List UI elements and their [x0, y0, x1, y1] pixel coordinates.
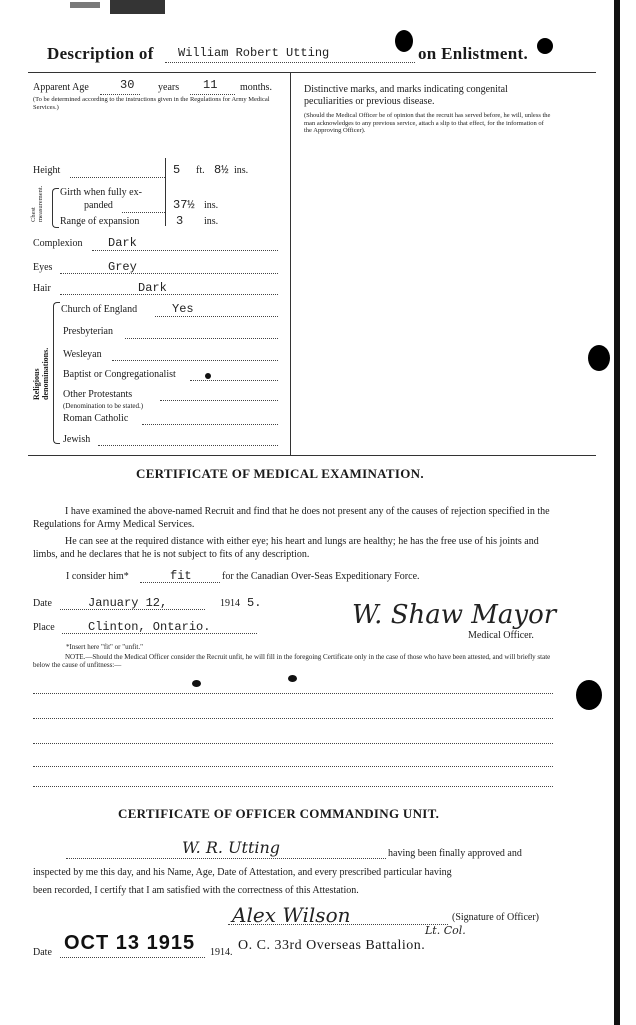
- medical-officer-label: Medical Officer.: [468, 630, 534, 641]
- medical-note: NOTE.—Should the Medical Officer consider the Recruit unfit, he will fill in the foregoing Certificate only in the case of those who have been attested, and will briefly state below the cause of unfitness:—: [33, 653, 551, 669]
- age-years: 30: [120, 78, 135, 92]
- religion-0-label: Church of England: [61, 304, 138, 315]
- religion-0-value: Yes: [172, 302, 194, 316]
- consider-value: fit: [170, 569, 192, 583]
- commanding-rank: Lt. Col.: [425, 924, 466, 937]
- complexion-label: Complexion: [33, 238, 83, 249]
- months-label: months.: [240, 82, 272, 93]
- hair-value: Dark: [138, 281, 167, 295]
- medical-date-label: Date: [33, 598, 52, 609]
- religion-2-label: Wesleyan: [63, 349, 102, 360]
- eyes-label: Eyes: [33, 262, 53, 273]
- height-ft: 5: [173, 163, 181, 177]
- ft-label: ft.: [196, 165, 205, 176]
- age-label: Apparent Age: [33, 82, 89, 93]
- insert-note: *Insert here "fit" or "unfit.": [66, 643, 143, 651]
- complexion-value: Dark: [108, 236, 137, 250]
- commanding-line3: been recorded, I certify that I am satisfied with the correctness of this Attestation.: [33, 885, 359, 896]
- commanding-title: CERTIFICATE OF OFFICER COMMANDING UNIT.: [118, 806, 440, 821]
- height-in: 8½: [214, 163, 229, 177]
- medical-title: CERTIFICATE OF MEDICAL EXAMINATION.: [136, 466, 424, 481]
- commanding-line1-suffix: having been finally approved and: [388, 848, 522, 859]
- age-months: 11: [203, 78, 218, 92]
- header-name: William Robert Utting: [178, 46, 330, 60]
- ink-mark: [192, 680, 201, 687]
- commanding-line2: inspected by me this day, and his Name, Age, Date of Attestation, and every prescribed particular having: [33, 867, 452, 878]
- range-ins: ins.: [204, 216, 219, 227]
- girth-value: 37½: [173, 198, 195, 212]
- range-value: 3: [176, 214, 184, 228]
- header-suffix: on Enlistment.: [418, 44, 528, 63]
- medical-year-hand: 5.: [247, 596, 262, 610]
- ink-blot: [395, 30, 413, 52]
- consider-suffix: for the Canadian Over-Seas Expeditionary Force.: [222, 571, 420, 582]
- religion-4-label: Other Protestants: [63, 389, 133, 400]
- marks-title: Distinctive marks, and marks indicating congenital peculiarities or previous disease.: [304, 84, 508, 107]
- medical-para1: I have examined the above-named Recruit and find that he does not present any of the causes of rejection specified in the Regulations for Army Medical Services.: [33, 506, 550, 530]
- header-prefix: Description of: [47, 44, 154, 63]
- medical-para2: He can see at the required distance with either eye; his heart and lungs are healthy; he has the free use of his joints and limbs, and he declares that he is not subject to fits of any description.: [33, 536, 539, 560]
- height-label: Height: [33, 165, 61, 176]
- medical-place-value: Clinton, Ontario.: [88, 620, 211, 634]
- commanding-unit: O. C. 33rd Overseas Battalion.: [238, 938, 426, 953]
- ink-blot: [576, 680, 602, 710]
- eyes-value: Grey: [108, 260, 137, 274]
- girth-label-2: panded: [84, 200, 113, 211]
- religion-6-label: Roman Catholic: [63, 413, 129, 424]
- consider-prefix: I consider him*: [66, 571, 129, 582]
- ink-blot: [588, 345, 610, 371]
- frame-divider: [290, 72, 291, 455]
- medical-place-label: Place: [33, 622, 55, 633]
- ink-blot: [537, 38, 553, 54]
- ink-mark: [288, 675, 297, 682]
- ink-mark: [205, 373, 211, 379]
- commanding-year-printed: 1914.: [210, 947, 233, 958]
- date-stamp: OCT 13 1915: [64, 932, 196, 954]
- unfit-line: [33, 693, 553, 694]
- commanding-officer-signature: Alex Wilson: [232, 903, 351, 927]
- medical-date-value: January 12,: [88, 596, 168, 610]
- religion-3-label: Baptist or Congregationalist: [63, 369, 176, 380]
- frame-bottom: [28, 455, 596, 456]
- hair-label: Hair: [33, 283, 51, 294]
- unfit-line: [33, 786, 553, 787]
- unfit-line: [33, 743, 553, 744]
- top-scrawl: [110, 0, 165, 14]
- unfit-line: [33, 766, 553, 767]
- top-scrawl-2: [70, 2, 100, 8]
- girth-label-1: Girth when fully ex-: [60, 187, 142, 198]
- commanding-date-label: Date: [33, 947, 52, 958]
- chest-label: Chest measurement.: [30, 185, 44, 222]
- religion-7-label: Jewish: [63, 434, 91, 445]
- ins-label: ins.: [234, 165, 249, 176]
- religion-1-label: Presbyterian: [63, 326, 113, 337]
- frame-top: [28, 72, 596, 73]
- range-label: Range of expansion: [60, 216, 140, 227]
- marks-note: (Should the Medical Officer be of opinion that the recruit has served before, he will, unless the man acknowledges to any previous service, attach a slip to that effect, for the information of the Approving Officer).: [304, 112, 551, 134]
- religion-label: Religious denominations.: [32, 347, 50, 400]
- medical-year-printed: 1914: [220, 598, 240, 609]
- signature-label: (Signature of Officer): [452, 912, 540, 923]
- header-dots: [165, 62, 415, 63]
- medical-officer-signature: W. Shaw Mayor: [352, 600, 557, 630]
- scan-edge: [614, 0, 620, 1025]
- recruit-signature: W. R. Utting: [182, 838, 281, 857]
- years-label: years: [158, 82, 180, 93]
- girth-ins: ins.: [204, 200, 219, 211]
- age-note: (To be determined according to the instructions given in the Regulations for Army Medical Services.): [33, 96, 270, 111]
- unfit-line: [33, 718, 553, 719]
- religion-5-label: (Denomination to be stated.): [63, 402, 144, 410]
